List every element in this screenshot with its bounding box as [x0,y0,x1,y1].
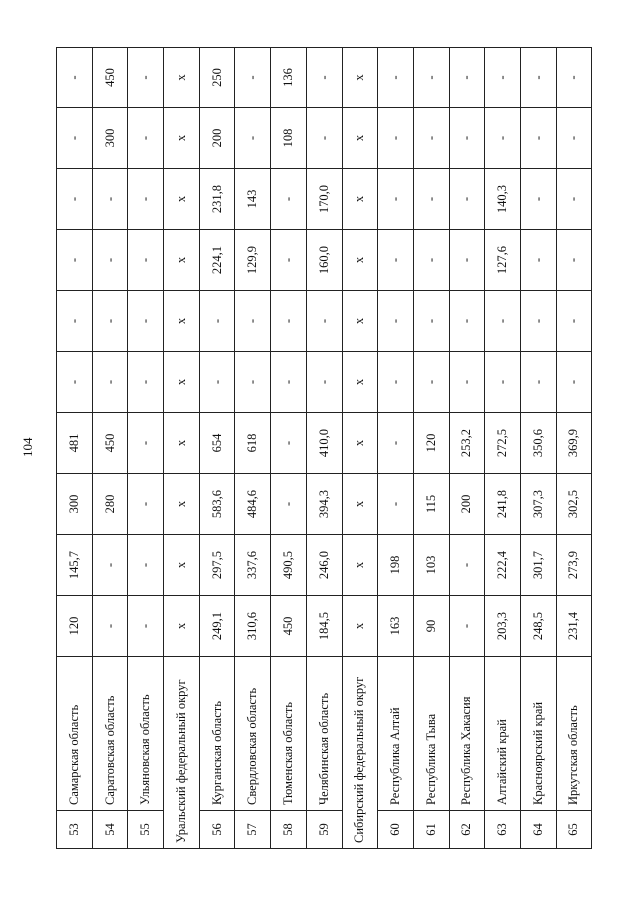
value-cell: - [413,352,449,413]
value-cell: - [413,291,449,352]
district-row [164,48,200,849]
value-cell: 307,3 [520,474,556,535]
region-name: Свердловская область [235,657,271,811]
value-cell: 350,6 [520,413,556,474]
value-cell: х [342,596,378,657]
value-cell: - [378,291,414,352]
value-cell: х [342,230,378,291]
value-cell: - [92,535,128,596]
value-cell: 120 [57,596,93,657]
region-name: Республика Алтай [378,657,414,811]
value-cell: - [128,230,164,291]
region-name: Самарская область [57,657,93,811]
value-cell: 115 [413,474,449,535]
row-number: 53 [57,811,93,849]
value-cell: 394,3 [306,474,342,535]
table-row [556,48,592,849]
value-cell: 103 [413,535,449,596]
value-cell: - [520,352,556,413]
district-name: Уральский федеральный округ [164,657,200,849]
value-cell: 224,1 [199,230,235,291]
value-cell: 450 [92,413,128,474]
value-cell: 302,5 [556,474,592,535]
value-cell: - [92,169,128,230]
value-cell: х [342,413,378,474]
value-cell: х [342,352,378,413]
value-cell: - [235,48,271,108]
table-row [413,48,449,849]
value-cell: 198 [378,535,414,596]
value-cell: 143 [235,169,271,230]
table-row [271,48,307,849]
value-cell: - [413,230,449,291]
value-cell: - [199,352,235,413]
table-row [449,48,485,849]
value-cell: х [342,474,378,535]
value-cell: - [57,48,93,108]
value-cell: - [378,230,414,291]
value-cell: - [92,596,128,657]
value-cell: 160,0 [306,230,342,291]
value-cell: - [235,291,271,352]
region-name: Саратовская область [92,657,128,811]
value-cell: 253,2 [449,413,485,474]
value-cell: - [306,291,342,352]
value-cell: - [271,413,307,474]
value-cell: х [164,596,200,657]
row-number: 60 [378,811,414,849]
row-number: 58 [271,811,307,849]
row-number: 65 [556,811,592,849]
value-cell: - [556,48,592,108]
row-number: 54 [92,811,128,849]
value-cell: - [57,352,93,413]
value-cell: - [449,230,485,291]
value-cell: х [164,535,200,596]
rotated-table-container [56,48,592,849]
table-row [128,48,164,849]
value-cell: х [164,48,200,108]
value-cell: х [164,474,200,535]
regions-table [56,47,592,849]
value-cell: - [128,48,164,108]
table-row [235,48,271,849]
value-cell: х [342,169,378,230]
value-cell: 272,5 [485,413,521,474]
value-cell: - [378,413,414,474]
value-cell: х [342,291,378,352]
region-name: Красноярский край [520,657,556,811]
value-cell: - [485,108,521,169]
value-cell: х [164,352,200,413]
value-cell: 246,0 [306,535,342,596]
table-row [520,48,556,849]
value-cell: 249,1 [199,596,235,657]
row-number: 64 [520,811,556,849]
value-cell: - [57,108,93,169]
value-cell: - [378,474,414,535]
value-cell: х [164,230,200,291]
value-cell: - [556,108,592,169]
value-cell: - [306,352,342,413]
value-cell: - [520,169,556,230]
region-name: Тюменская область [271,657,307,811]
row-number: 59 [306,811,342,849]
value-cell: - [449,535,485,596]
row-number: 55 [128,811,164,849]
value-cell: 337,6 [235,535,271,596]
value-cell: - [128,108,164,169]
region-name: Алтайский край [485,657,521,811]
value-cell: х [164,108,200,169]
value-cell: - [449,596,485,657]
value-cell: - [520,230,556,291]
value-cell: - [378,48,414,108]
region-name: Республика Хакасия [449,657,485,811]
table-row [378,48,414,849]
value-cell: 300 [57,474,93,535]
value-cell: 248,5 [520,596,556,657]
value-cell: 310,6 [235,596,271,657]
region-name: Челябинская область [306,657,342,811]
value-cell: - [57,291,93,352]
value-cell: 410,0 [306,413,342,474]
value-cell: - [520,48,556,108]
value-cell: 241,8 [485,474,521,535]
region-name: Иркутская область [556,657,592,811]
value-cell: - [485,291,521,352]
page-number: 104 [20,437,35,457]
district-row [342,48,378,849]
value-cell: 145,7 [57,535,93,596]
value-cell: - [271,169,307,230]
value-cell: - [449,48,485,108]
value-cell: - [413,169,449,230]
value-cell: - [199,291,235,352]
value-cell: 583,6 [199,474,235,535]
value-cell: 184,5 [306,596,342,657]
value-cell: 450 [92,48,128,108]
value-cell: х [164,413,200,474]
region-name: Республика Тыва [413,657,449,811]
value-cell: - [128,169,164,230]
value-cell: - [449,352,485,413]
table-body [57,48,592,849]
value-cell: - [92,291,128,352]
value-cell: - [378,169,414,230]
value-cell: 250 [199,48,235,108]
value-cell: 108 [271,108,307,169]
value-cell: - [128,291,164,352]
table-row [485,48,521,849]
value-cell: - [128,474,164,535]
value-cell: 140,3 [485,169,521,230]
value-cell: - [556,291,592,352]
value-cell: 618 [235,413,271,474]
value-cell: 90 [413,596,449,657]
value-cell: 369,9 [556,413,592,474]
value-cell: - [306,48,342,108]
value-cell: 203,3 [485,596,521,657]
region-name: Курганская область [199,657,235,811]
value-cell: - [271,230,307,291]
row-number: 57 [235,811,271,849]
value-cell: 301,7 [520,535,556,596]
region-name: Ульяновская область [128,657,164,811]
value-cell: - [413,108,449,169]
value-cell: 297,5 [199,535,235,596]
table-row [306,48,342,849]
value-cell: - [128,596,164,657]
table-row [57,48,93,849]
value-cell: 163 [378,596,414,657]
value-cell: 300 [92,108,128,169]
table-row [92,48,128,849]
value-cell: 654 [199,413,235,474]
value-cell: - [485,48,521,108]
value-cell: 490,5 [271,535,307,596]
row-number: 56 [199,811,235,849]
value-cell: - [92,230,128,291]
value-cell: 450 [271,596,307,657]
value-cell: 280 [92,474,128,535]
value-cell: - [271,474,307,535]
value-cell: - [520,108,556,169]
value-cell: х [342,48,378,108]
value-cell: 231,8 [199,169,235,230]
value-cell: - [271,352,307,413]
value-cell: 136 [271,48,307,108]
value-cell: 127,6 [485,230,521,291]
value-cell: 120 [413,413,449,474]
value-cell: 222,4 [485,535,521,596]
value-cell: 170,0 [306,169,342,230]
value-cell: 129,9 [235,230,271,291]
row-number: 61 [413,811,449,849]
value-cell: - [128,535,164,596]
value-cell: 231,4 [556,596,592,657]
value-cell: 484,6 [235,474,271,535]
value-cell: - [235,108,271,169]
table-row [199,48,235,849]
value-cell: - [413,48,449,108]
value-cell: - [378,108,414,169]
value-cell: - [556,230,592,291]
value-cell: х [342,108,378,169]
value-cell: 200 [199,108,235,169]
value-cell: - [271,291,307,352]
value-cell: - [378,352,414,413]
value-cell: - [485,352,521,413]
value-cell: х [164,169,200,230]
value-cell: - [449,108,485,169]
row-number: 63 [485,811,521,849]
value-cell: х [342,535,378,596]
row-number: 62 [449,811,485,849]
value-cell: - [449,291,485,352]
value-cell: х [164,291,200,352]
value-cell: - [235,352,271,413]
value-cell: 273,9 [556,535,592,596]
value-cell: - [92,352,128,413]
district-name: Сибирский федеральный округ [342,657,378,849]
value-cell: 481 [57,413,93,474]
value-cell: - [128,352,164,413]
value-cell: - [57,230,93,291]
value-cell: 200 [449,474,485,535]
value-cell: - [449,169,485,230]
value-cell: - [57,169,93,230]
value-cell: - [520,291,556,352]
value-cell: - [128,413,164,474]
value-cell: - [556,352,592,413]
value-cell: - [306,108,342,169]
value-cell: - [556,169,592,230]
